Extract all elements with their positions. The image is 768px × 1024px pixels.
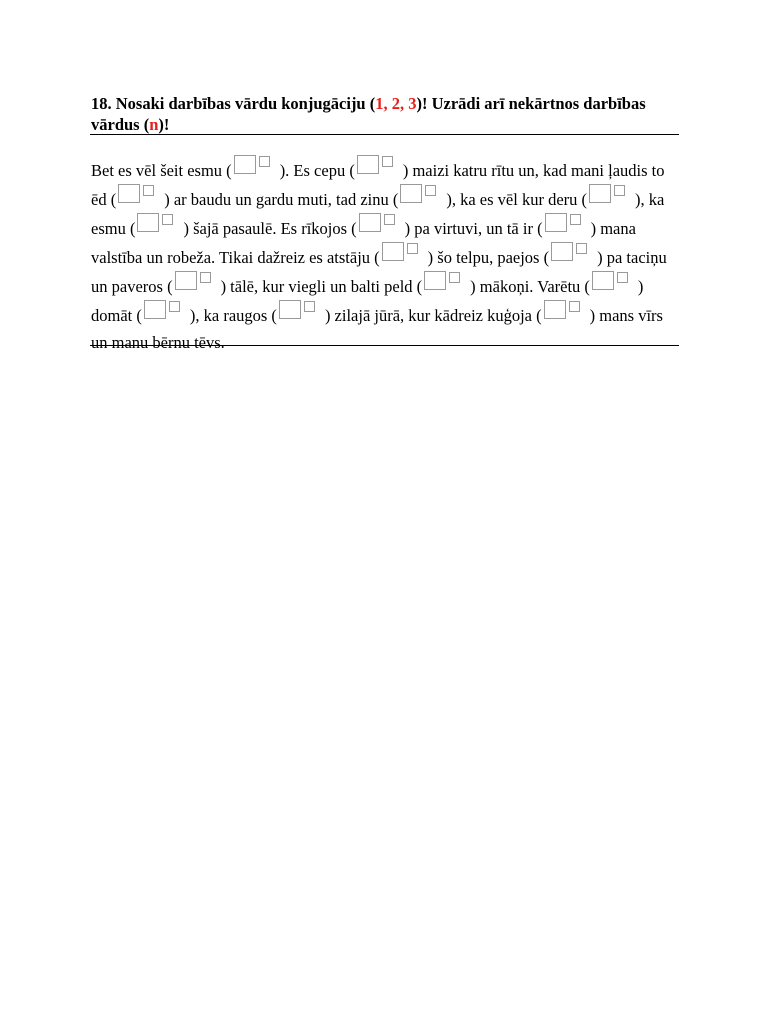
- irregular-checkbox[interactable]: [169, 301, 180, 312]
- conjugation-answer-field[interactable]: [359, 213, 381, 232]
- irregular-checkbox[interactable]: [382, 156, 393, 167]
- irregular-checkbox[interactable]: [570, 214, 581, 225]
- conjugation-answer-field[interactable]: [234, 155, 256, 174]
- irregular-checkbox[interactable]: [449, 272, 460, 283]
- answer-blank: [380, 242, 428, 261]
- conjugation-answer-field[interactable]: [144, 300, 166, 319]
- irregular-checkbox[interactable]: [425, 185, 436, 196]
- irregular-checkbox[interactable]: [614, 185, 625, 196]
- irregular-checkbox[interactable]: [617, 272, 628, 283]
- passage-text: ), ka es vēl kur deru (: [446, 190, 588, 209]
- conjugation-answer-field[interactable]: [400, 184, 422, 203]
- passage-text: ), ka esmu (: [91, 190, 665, 238]
- answer-blank: [142, 300, 190, 319]
- passage-text: ) mākoņi. Varētu (: [470, 277, 590, 296]
- answer-blank: [355, 155, 403, 174]
- passage-text: ) domāt (: [91, 277, 644, 325]
- title-suffix: )!: [158, 115, 170, 134]
- passage-text: ) šajā pasaulē. Es rīkojos (: [183, 219, 357, 238]
- exercise-title: [91, 93, 679, 135]
- conjugation-answer-field[interactable]: [589, 184, 611, 203]
- irregular-checkbox[interactable]: [304, 301, 315, 312]
- passage-text: ) pa virtuvi, un tā ir (: [404, 219, 543, 238]
- answer-blank: [542, 300, 590, 319]
- irregular-verb-mark: n: [149, 115, 159, 134]
- answer-blank: [590, 271, 638, 290]
- irregular-checkbox[interactable]: [569, 301, 580, 312]
- answer-blank: [398, 184, 446, 203]
- answer-blank: [116, 184, 164, 203]
- passage-text: Bet es vēl šeit esmu (: [91, 161, 232, 180]
- irregular-checkbox[interactable]: [407, 243, 418, 254]
- passage-text: ) tālē, kur viegli un balti peld (: [220, 277, 423, 296]
- conjugation-numbers: 1, 2, 3: [375, 94, 417, 113]
- answer-blank: [357, 213, 405, 232]
- passage-text: ) maizi katru rītu un, kad mani ļaudis to ēd (: [91, 161, 665, 209]
- answer-blank: [543, 213, 591, 232]
- answer-blank: [549, 242, 597, 261]
- conjugation-answer-field[interactable]: [592, 271, 614, 290]
- passage-text: ) šo telpu, paejos (: [427, 248, 550, 267]
- conjugation-answer-field[interactable]: [137, 213, 159, 232]
- passage-text: ) mana valstība un robeža. Tikai dažreiz es atstāju (: [91, 219, 636, 267]
- passage-text: ). Es cepu (: [279, 161, 355, 180]
- passage-text: ) pa taciņu un paveros (: [91, 248, 667, 296]
- conjugation-answer-field[interactable]: [424, 271, 446, 290]
- irregular-checkbox[interactable]: [384, 214, 395, 225]
- passage-text: ), ka raugos (: [189, 306, 277, 325]
- irregular-checkbox[interactable]: [259, 156, 270, 167]
- answer-blank: [587, 184, 635, 203]
- irregular-checkbox[interactable]: [143, 185, 154, 196]
- conjugation-answer-field[interactable]: [357, 155, 379, 174]
- irregular-checkbox[interactable]: [576, 243, 587, 254]
- irregular-checkbox[interactable]: [200, 272, 211, 283]
- answer-blank: [173, 271, 221, 290]
- answer-blank: [422, 271, 470, 290]
- bottom-divider: [90, 345, 679, 346]
- passage-text: ) zilajā jūrā, kur kādreiz kuģoja (: [324, 306, 542, 325]
- top-divider: [90, 134, 679, 135]
- conjugation-answer-field[interactable]: [544, 300, 566, 319]
- passage-text: ) mans vīrs un manu bērnu tēvs.: [91, 306, 663, 352]
- conjugation-answer-field[interactable]: [382, 242, 404, 261]
- title-prefix: 18. Nosaki darbības vārdu konjugāciju (: [91, 94, 376, 113]
- exercise-passage: [91, 155, 679, 356]
- answer-blank: [135, 213, 183, 232]
- conjugation-answer-field[interactable]: [545, 213, 567, 232]
- title-middle: )! Uzrādi arī nekārtnos darbības vārdus (: [91, 94, 646, 134]
- conjugation-answer-field[interactable]: [279, 300, 301, 319]
- conjugation-answer-field[interactable]: [175, 271, 197, 290]
- passage-text: ) ar baudu un gardu muti, tad zinu (: [164, 190, 399, 209]
- conjugation-answer-field[interactable]: [551, 242, 573, 261]
- answer-blank: [232, 155, 280, 174]
- irregular-checkbox[interactable]: [162, 214, 173, 225]
- answer-blank: [277, 300, 325, 319]
- conjugation-answer-field[interactable]: [118, 184, 140, 203]
